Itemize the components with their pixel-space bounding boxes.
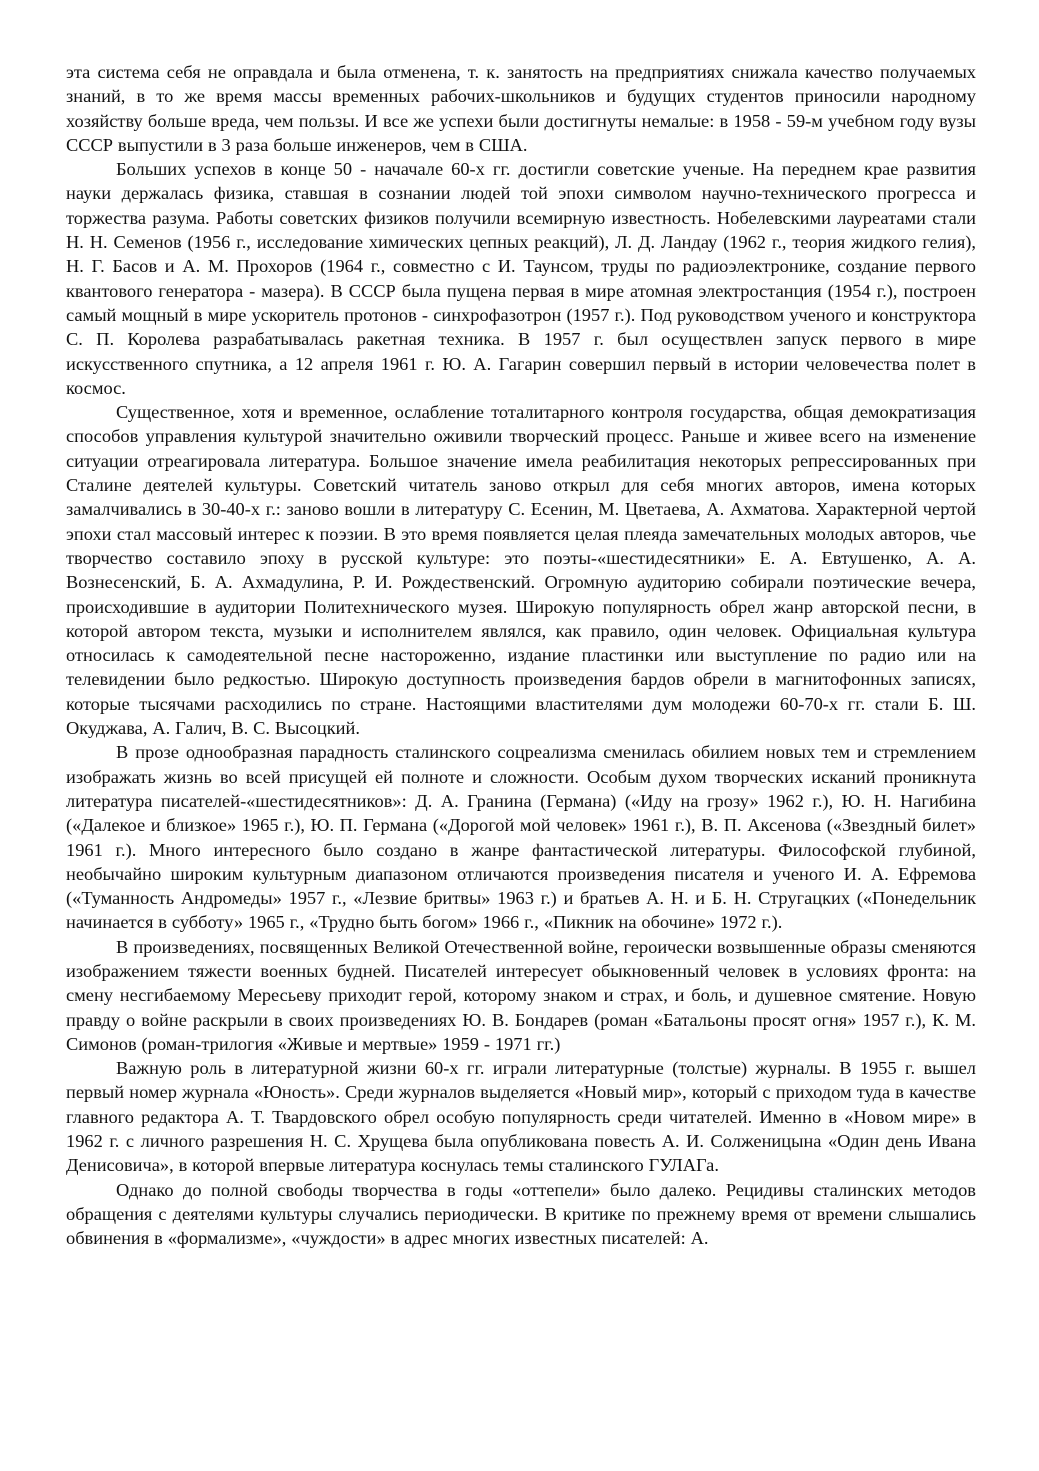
- document-page: [66, 60, 976, 1251]
- paragraph-system-cancelled: эта система себя не оправдала и была отменена, т. к. занятость на предприятиях снижала качество получаемых знаний, в то же время массы временных рабочих-школьников и будущих студентов приносили народному хозяйству больше вреда, чем пользы. И все же успехи были достигнуты немалые: в 1958 - 59-м учебном году вузы СССР выпустили в 3 раза больше инженеров, чем в США.: [66, 62, 976, 155]
- paragraph-literature-poetry: Существенное, хотя и временное, ослабление тоталитарного контроля государства, общая демократизация способов управления культурой значительно оживили творческий процесс. Раньше и живее всего на изменение ситуации отреагировала литература. Большое значение имела реабилитация некоторых репрессированных при Сталине деятелей культуры. Советский читатель заново открыл для себя многих авторов, имена которых замалчивались в 30-40-х г.: заново вошли в литературу С. Есенин, М. Цветаева, А. Ахматова. Характерной чертой эпохи стал массовый интерес к поэзии. В это время появляется целая плеяда замечательных молодых авторов, чье творчество составило эпоху в русской культуре: это поэты-«шестидесятники» Е. А. Евтушенко, А. А. Вознесенский, Б. А. Ахмадулина, Р. И. Рождественский. Огромную аудиторию собирали поэтические вечера, происходившие в аудитории Политехнического музея. Широкую популярность обрел жанр авторской песни, в которой автором текста, музыки и исполнителем являлся, как правило, один человек. Официальная культура относилась к самодеятельной песне настороженно, издание пластинки или выступление по радио или на телевидении было редкостью. Широкую доступность произведения бардов обрели в магнитофонных записях, которые тысячами расходились по стране. Настоящими властителями дум молодежи 60-70-х гг. стали Б. Ш. Окуджава, А. Галич, В. С. Высоцкий.: [66, 402, 976, 739]
- paragraph-war-literature: В произведениях, посвященных Великой Отечественной войне, героически возвышенные образы сменяются изображением тяжести военных будней. Писателей интересует обыкновенный человек в условиях фронта: на смену несгибаемому Мересьеву приходит герой, которому знаком и страх, и боль, и душевное смятение. Новую правду о войне раскрыли в своих произведениях Ю. В. Бондарев (роман «Батальоны просят огня» 1957 г.), К. М. Симонов (роман-трилогия «Живые и мертвые» 1959 - 1971 гг.): [66, 936, 976, 1054]
- paragraph-science-achievements: Больших успехов в конце 50 - начачале 60-х гг. достигли советские ученые. На переднем крае развития науки держалась физика, ставшая в сознании людей той эпохи символом научно-технического прогресса и торжества разума. Работы советских физиков получили всемирную известность. Нобелевскими лауреатами стали Н. Н. Семенов (1956 г., исследование химических цепных реакций), Л. Д. Ландау (1962 г., теория жидкого гелия), Н. Г. Басов и А. М. Прохоров (1964 г., совместно с И. Таунсом, труды по радиоэлектронике, создание первого квантового генератора - мазера). В СССР была пущена первая в мире атомная электростанция (1954 г.), построен самый мощный в мире ускоритель протонов - синхрофазотрон (1957 г.). Под руководством ученого и конструктора С. П. Королева разрабатывалась ракетная техника. В 1957 г. был осуществлен запуск первого в мире искусственного спутника, а 12 апреля 1961 г. Ю. А. Гагарин совершил первый в истории человечества полет в космос.: [66, 159, 976, 398]
- paragraph-prose: В прозе однообразная парадность сталинского соцреализма сменилась обилием новых тем и стремлением изображать жизнь во всей присущей ей полноте и сложности. Особым духом творческих исканий проникнута литература писателей-«шестидесятников»: Д. А. Гранина (Германа) («Иду на грозу» 1962 г.), Ю. Н. Нагибина («Далекое и близкое» 1965 г.), Ю. П. Германа («Дорогой мой человек» 1961 г.), В. П. Аксенова («Звездный билет» 1961 г.). Много интересного было создано в жанре фантастической литературы. Философской глубиной, необычайно широким культурным диапазоном отличаются произведения писателя и ученого И. А. Ефремова («Туманность Андромеды» 1957 г., «Лезвие бритвы» 1963 г.) и братьев А. Н. и Б. Н. Стругацких («Понедельник начинается в субботу» 1965 г., «Трудно быть богом» 1966 г., «Пикник на обочине» 1972 г.).: [66, 742, 976, 933]
- paragraph-literary-journals: Важную роль в литературной жизни 60-х гг. играли литературные (толстые) журналы. В 1955 г. вышел первый номер журнала «Юность». Среди журналов выделяется «Новый мир», который с приходом туда в качестве главного редактора А. Т. Твардовского обрел особую популярность среди читателей. Именно в «Новом мире» в 1962 г. с личного разрешения Н. С. Хрущева была опубликована повесть А. И. Солженицына «Один день Ивана Денисовича», в которой впервые литература коснулась темы сталинского ГУЛАГа.: [66, 1058, 976, 1176]
- paragraph-limits-of-freedom: Однако до полной свободы творчества в годы «оттепели» было далеко. Рецидивы сталинских методов обращения с деятелями культуры случались периодически. В критике по прежнему время от времени слышались обвинения в «формализме», «чуждости» в адрес многих известных писателей: А.: [66, 1179, 976, 1249]
